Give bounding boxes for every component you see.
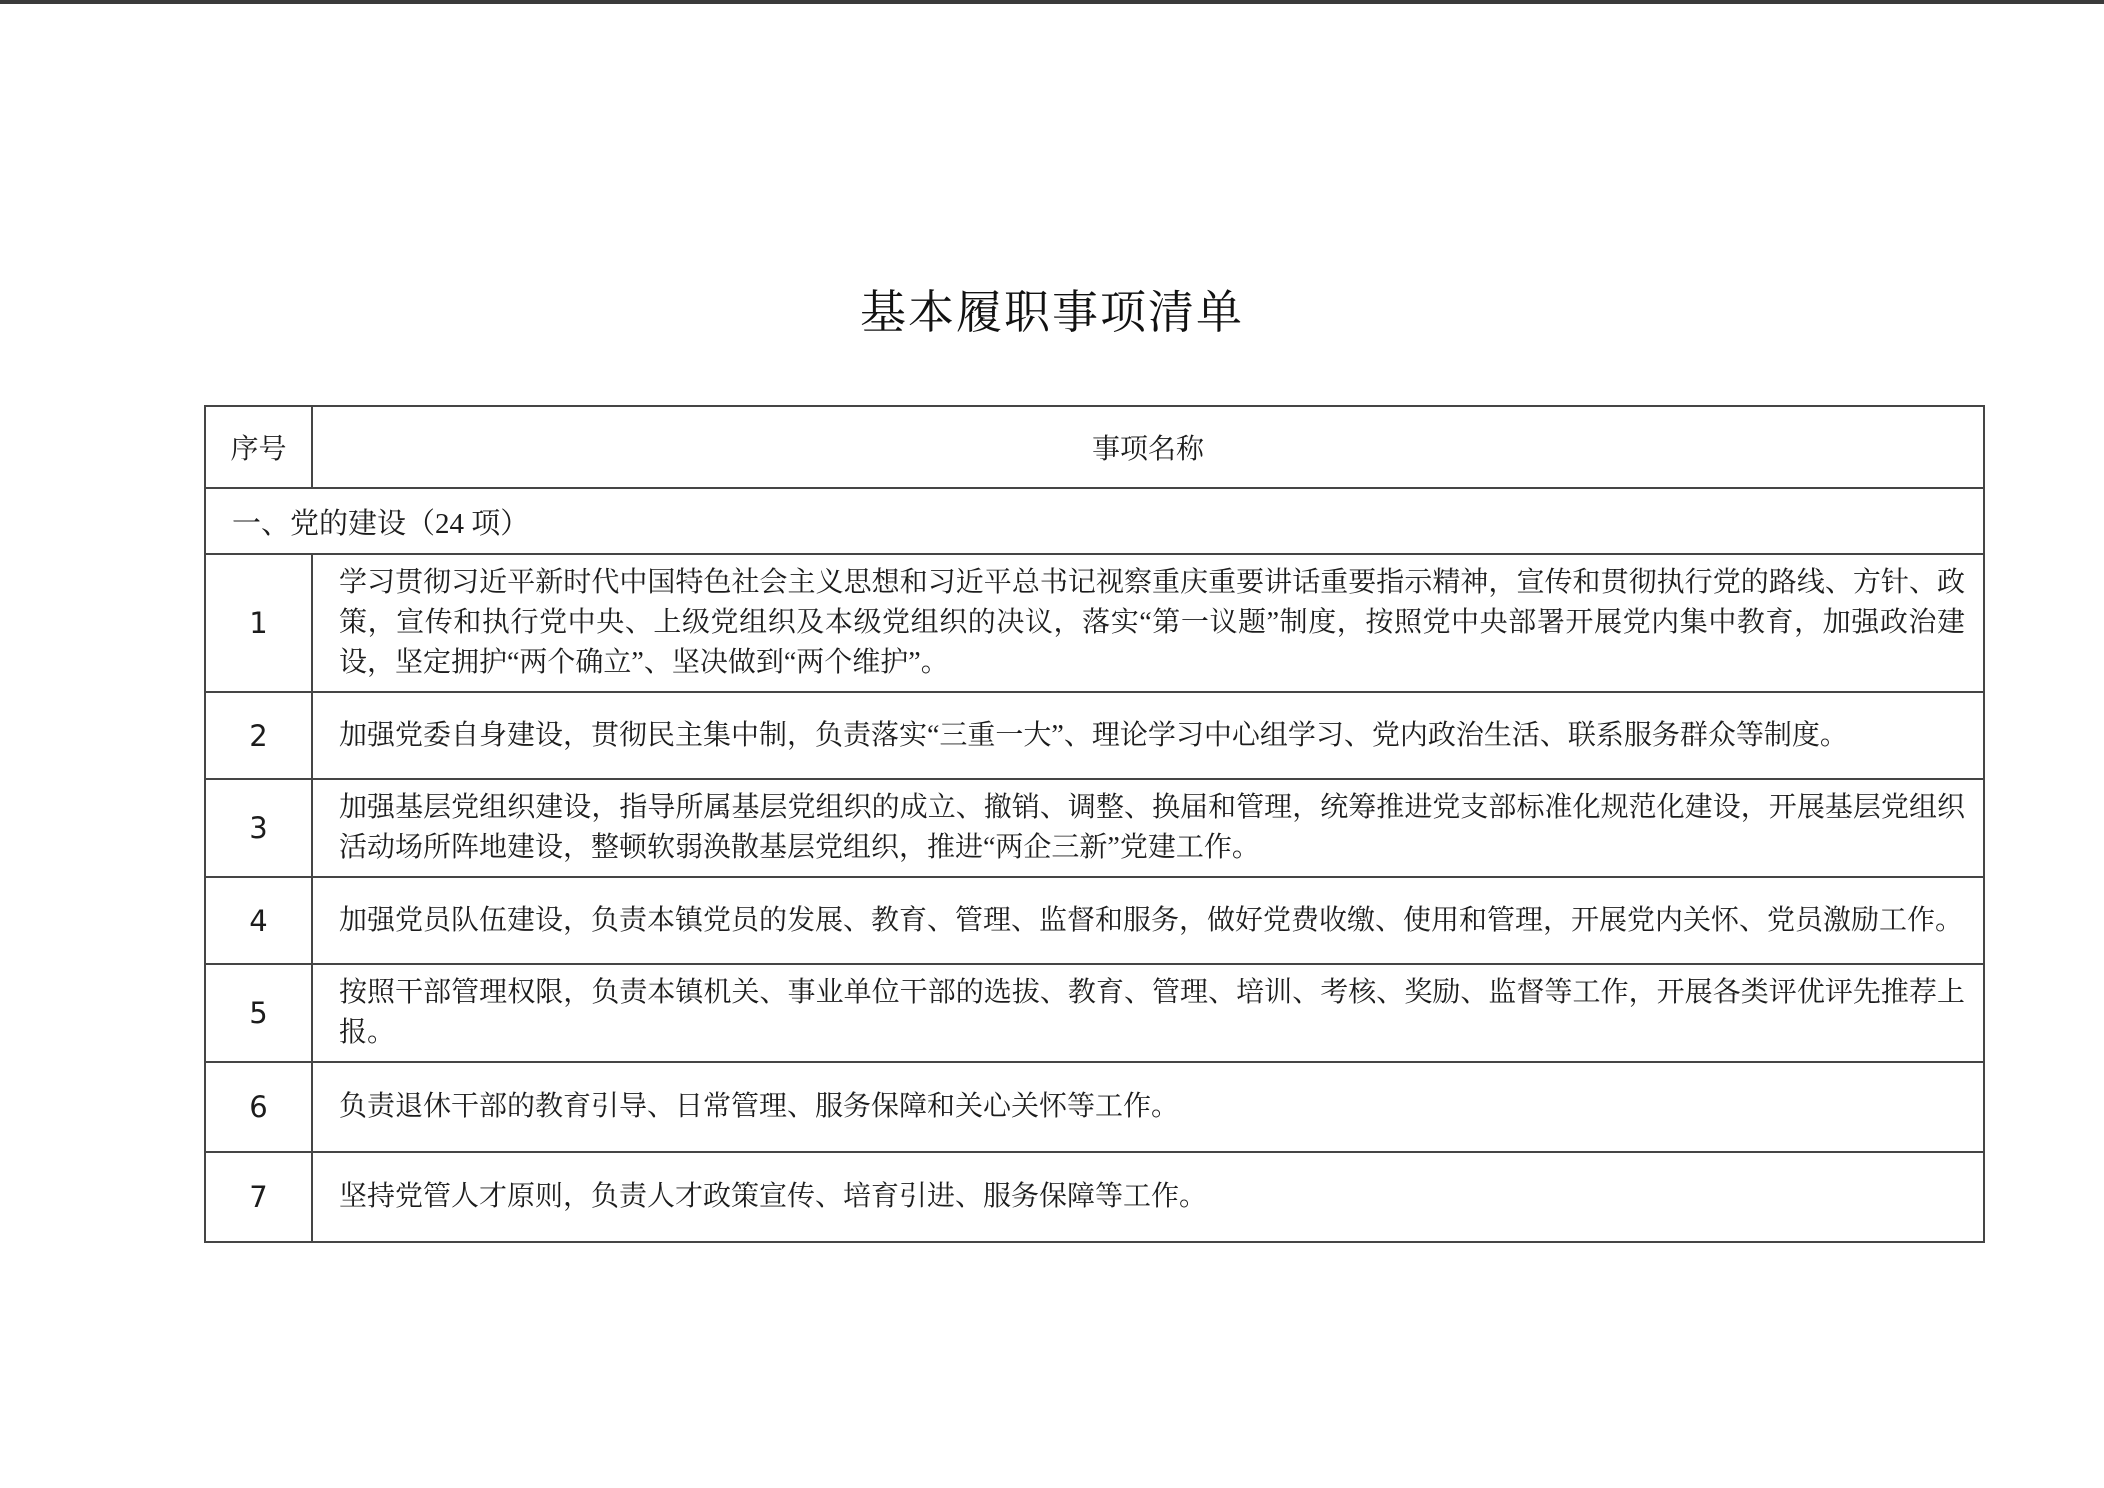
section-header-row bbox=[205, 488, 1984, 554]
row-number-cell: 7 bbox=[205, 1152, 312, 1242]
table-header-row bbox=[205, 406, 1984, 488]
row-text-cell: 按照干部管理权限，负责本镇机关、事业单位干部的选拔、教育、管理、培训、考核、奖励、监督等工作，开展各类评优评先推荐上报。 bbox=[312, 964, 1984, 1062]
row-number-cell: 5 bbox=[205, 964, 312, 1062]
row-text-cell: 加强党员队伍建设，负责本镇党员的发展、教育、管理、监督和服务，做好党费收缴、使用和管理，开展党内关怀、党员激励工作。 bbox=[312, 877, 1984, 964]
row-text-cell: 加强党委自身建设，贯彻民主集中制，负责落实“三重一大”、理论学习中心组学习、党内政治生活、联系服务群众等制度。 bbox=[312, 692, 1984, 779]
row-number-cell: 3 bbox=[205, 779, 312, 877]
section-title: 一、党的建设（24 项） bbox=[205, 488, 1984, 554]
row-number-cell: 4 bbox=[205, 877, 312, 964]
table-row bbox=[205, 964, 1984, 1062]
window-top-edge bbox=[0, 0, 2104, 4]
row-text-cell: 学习贯彻习近平新时代中国特色社会主义思想和习近平总书记视察重庆重要讲话重要指示精神，宣传和贯彻执行党的路线、方针、政策，宣传和执行党中央、上级党组织及本级党组织的决议，落实“第一议题”制度，按照党中央部署开展党内集中教育，加强政治建设，坚定拥护“两个确立”、坚决做到“两个维护”。 bbox=[312, 554, 1984, 692]
row-text-cell: 坚持党管人才原则，负责人才政策宣传、培育引进、服务保障等工作。 bbox=[312, 1152, 1984, 1242]
row-number-cell: 2 bbox=[205, 692, 312, 779]
table-row bbox=[205, 877, 1984, 964]
table-row bbox=[205, 1062, 1984, 1152]
duty-items-table bbox=[204, 405, 1985, 1243]
table-row bbox=[205, 779, 1984, 877]
col-header-item-name: 事项名称 bbox=[312, 406, 1984, 488]
table-row bbox=[205, 554, 1984, 692]
row-number-cell: 1 bbox=[205, 554, 312, 692]
col-header-serial: 序号 bbox=[205, 406, 312, 488]
row-text-cell: 负责退休干部的教育引导、日常管理、服务保障和关心关怀等工作。 bbox=[312, 1062, 1984, 1152]
row-text-cell: 加强基层党组织建设，指导所属基层党组织的成立、撤销、调整、换届和管理，统筹推进党支部标准化规范化建设，开展基层党组织活动场所阵地建设，整顿软弱涣散基层党组织，推进“两企三新”党建工作。 bbox=[312, 779, 1984, 877]
table-row bbox=[205, 1152, 1984, 1242]
table-row bbox=[205, 692, 1984, 779]
row-number-cell: 6 bbox=[205, 1062, 312, 1152]
page-title: 基本履职事项清单 bbox=[860, 287, 1244, 338]
